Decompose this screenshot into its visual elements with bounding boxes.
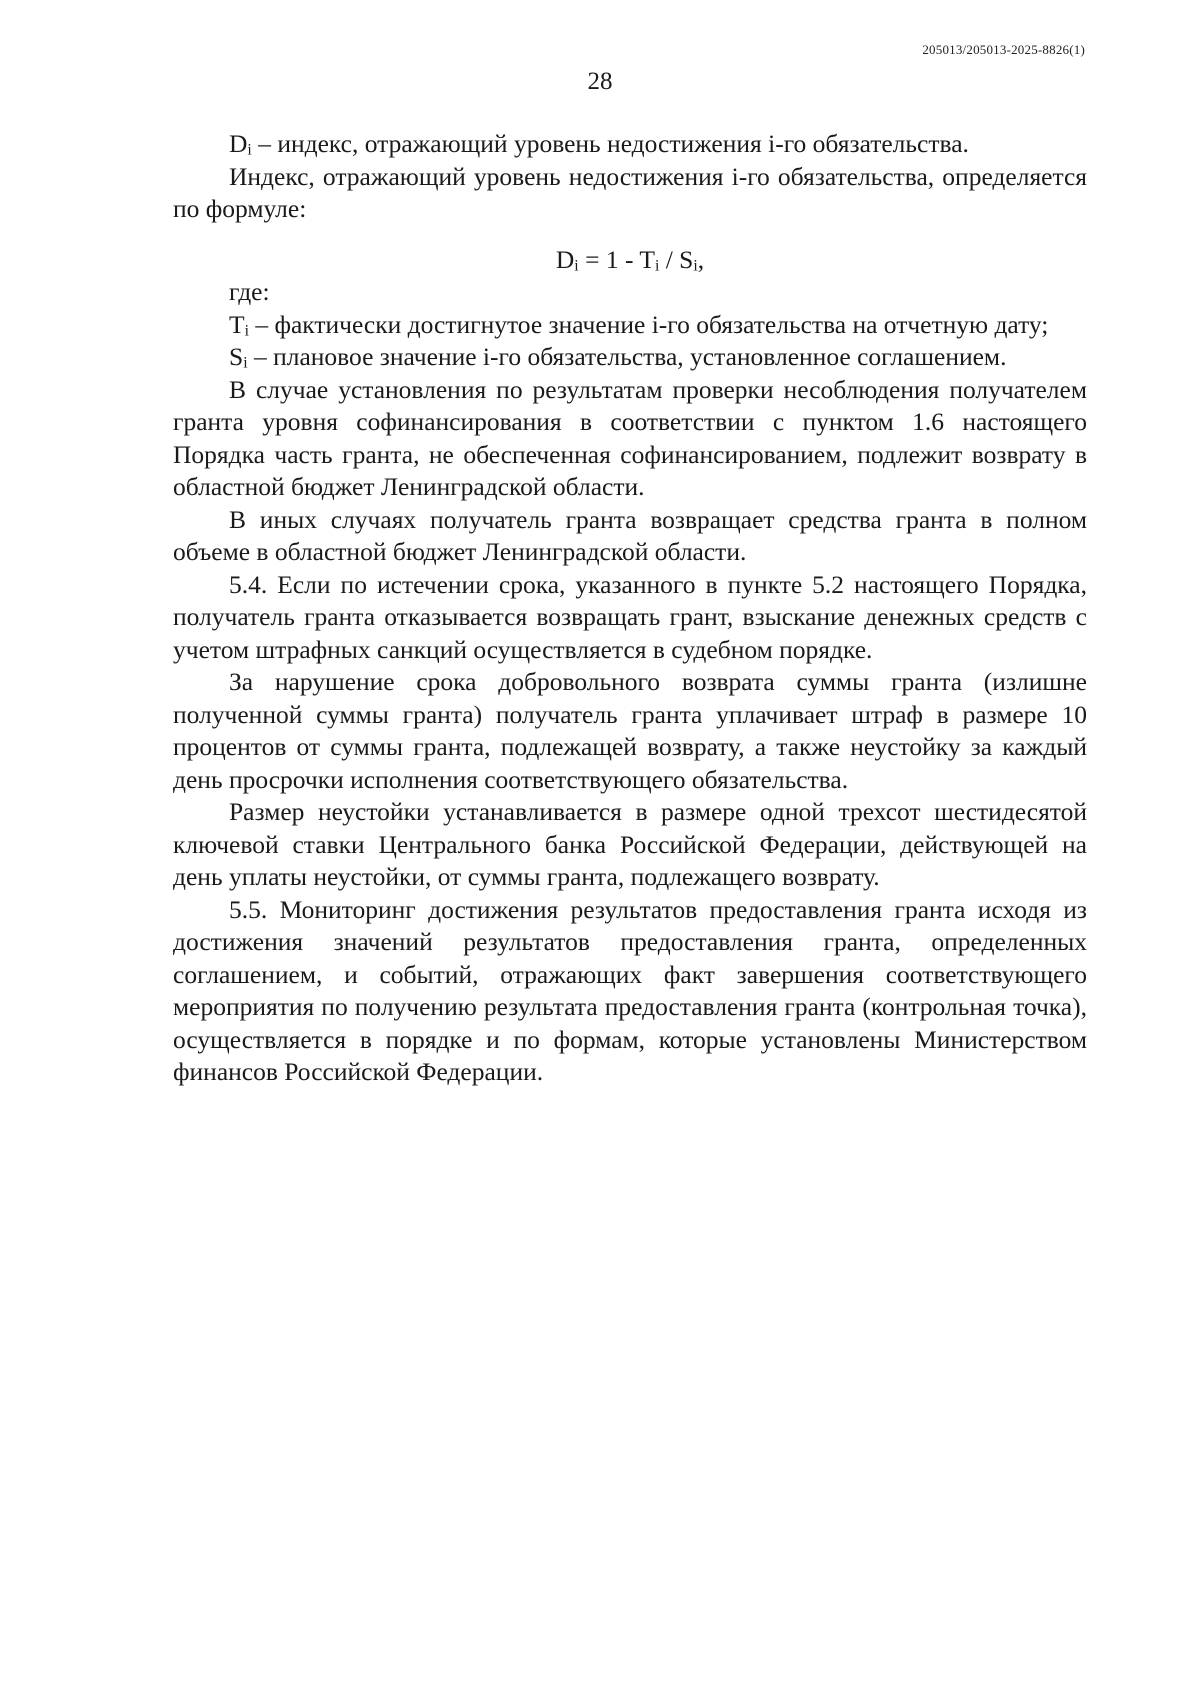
paragraph-si-definition <box>173 341 1087 374</box>
formula-t-sub: i <box>654 256 660 274</box>
di-subscript: i <box>247 141 252 159</box>
si-symbol: S <box>229 342 244 371</box>
ti-definition-text: – фактически достигнутое значение i-го обязательства на отчетную дату; <box>248 309 1049 339</box>
formula-s-sub: i <box>693 256 698 274</box>
paragraph-5-4: 5.4. Если по истечении срока, указанного в пункте 5.2 настоящего Порядка, получатель гранта отказывается возвращать грант, взыскание денежных средств с учетом штрафных санкций осуществляется в судебном порядке. <box>173 569 1087 664</box>
ti-subscript: i <box>244 321 249 339</box>
formula-tail: , <box>697 244 705 274</box>
ti-symbol: T <box>229 309 245 339</box>
formula-slash: / S <box>659 244 694 274</box>
formula-d: D <box>555 244 575 274</box>
paragraph-ti-definition <box>173 309 1087 342</box>
si-subscript: i <box>243 354 248 372</box>
document-code: 205013/205013-2025-8826(1) <box>922 42 1085 57</box>
paragraph-di-definition <box>173 128 1087 161</box>
paragraph-cofinancing: В случае установления по результатам проверки несоблюдения получателем гранта уровня софинансирования в соответствии с пунктом 1.6 настоящего Порядка часть гранта, не обеспеченная софинансированием, подлежит возврату в областной бюджет Ленинградской области. <box>173 374 1087 501</box>
document-body <box>173 128 1087 1089</box>
formula-mid: = 1 - T <box>578 244 655 274</box>
formula-d-sub: i <box>574 256 579 274</box>
paragraph-other-cases: В иных случаях получатель гранта возвращает средства гранта в полном объеме в областной бюджет Ленинградской области. <box>173 504 1087 566</box>
paragraph-penalty: За нарушение срока добровольного возврата суммы гранта (излишне полученной суммы гранта) получатель гранта уплачивает штраф в размере 10 процентов от суммы гранта, подлежащей возврату, а также неустойку за каждый день просрочки исполнения соответствующего обязательства. <box>173 667 1087 794</box>
di-definition-text: – индекс, отражающий уровень недостижения i-го обязательства. <box>251 129 969 158</box>
formula <box>173 244 1087 277</box>
paragraph-5-5: 5.5. Мониторинг достижения результатов предоставления гранта исходя из достижения значений результатов предоставления гранта, определенных соглашением, и событий, отражающих факт завершения соответствующего мероприятия по получению результата предоставления гранта (контрольная точка), осуществляется в порядке и по формам, которые установлены Министерством финансов Российской Федерации. <box>173 894 1087 1086</box>
paragraph-where: где: <box>229 277 270 306</box>
si-definition-text: – плановое значение i-го обязательства, установленное соглашением. <box>247 342 1007 371</box>
paragraph-forfeit-size: Размер неустойки устанавливается в размере одной трехсот шестидесятой ключевой ставки Центрального банка Российской Федерации, действующей на день уплаты неустойки, от суммы гранта, подлежащего возврату. <box>173 797 1087 891</box>
page-number: 28 <box>587 68 613 95</box>
paragraph-index-intro: Индекс, отражающий уровень недостижения i-го обязательства, определяется по формуле: <box>173 161 1087 223</box>
di-symbol: D <box>229 129 248 158</box>
